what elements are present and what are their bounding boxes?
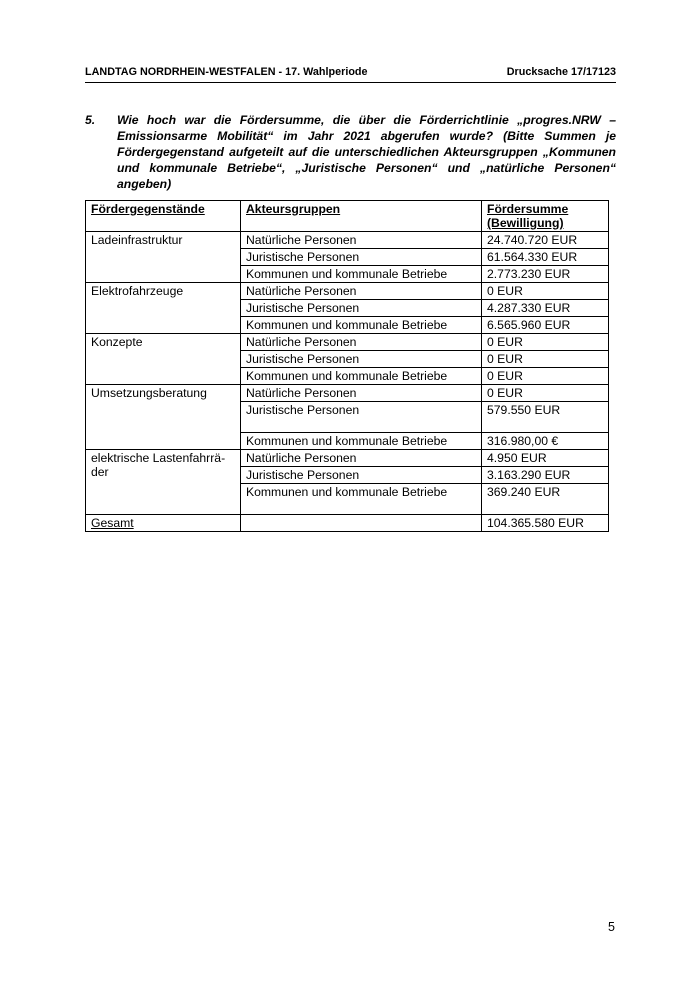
page-number: 5 xyxy=(608,920,615,934)
group-name: Ladeinfrastruktur xyxy=(86,232,241,283)
amount-cell: 0 EUR xyxy=(482,334,609,351)
total-actor-cell xyxy=(241,515,482,532)
page-header xyxy=(85,66,616,83)
amount-cell: 0 EUR xyxy=(482,283,609,300)
amount-cell: 579.550 EUR xyxy=(482,402,609,433)
header-right: Drucksache 17/17123 xyxy=(506,66,616,78)
actor-cell: Kommunen und kommunale Betriebe xyxy=(241,317,482,334)
amount-cell: 316.980,00 € xyxy=(482,433,609,450)
table-row xyxy=(86,334,609,351)
actor-cell: Kommunen und kommunale Betriebe xyxy=(241,433,482,450)
amount-cell: 4.287.330 EUR xyxy=(482,300,609,317)
question-text: Wie hoch war die Fördersumme, die über die Förderrichtlinie „progres.NRW – Emissionsarme Mobilität“ im Jahr 2021 abgerufen wurde? (Bitte Summen je Fördergegenstand aufgeteilt auf die unterschiedlichen Akteursgruppen „Kommunen und kommunale Betriebe“, „Juristische Personen“ und „natürliche Personen“ angeben) xyxy=(117,113,616,191)
group-name: Elektrofahrzeuge xyxy=(86,283,241,334)
question-block xyxy=(85,112,616,192)
question-number: 5. xyxy=(85,113,96,127)
table-row xyxy=(86,232,609,249)
group-name: elektrische Lastenfahrrä-der xyxy=(86,450,241,515)
amount-cell: 2.773.230 EUR xyxy=(482,266,609,283)
total-row xyxy=(86,515,609,532)
actor-cell: Juristische Personen xyxy=(241,402,482,433)
actor-cell: Kommunen und kommunale Betriebe xyxy=(241,484,482,515)
group-name: Umsetzungsberatung xyxy=(86,385,241,450)
actor-cell: Juristische Personen xyxy=(241,249,482,266)
funding-table xyxy=(85,200,609,532)
column-header: Akteursgruppen xyxy=(241,201,482,232)
amount-cell: 0 EUR xyxy=(482,351,609,368)
amount-cell: 0 EUR xyxy=(482,385,609,402)
table-row xyxy=(86,283,609,300)
actor-cell: Kommunen und kommunale Betriebe xyxy=(241,266,482,283)
actor-cell: Natürliche Personen xyxy=(241,450,482,467)
amount-cell: 0 EUR xyxy=(482,368,609,385)
amount-cell: 3.163.290 EUR xyxy=(482,467,609,484)
column-header: Fördersumme (Bewilligung) xyxy=(482,201,609,232)
table-row xyxy=(86,450,609,467)
amount-cell: 369.240 EUR xyxy=(482,484,609,515)
actor-cell: Natürliche Personen xyxy=(241,334,482,351)
column-header: Fördergegenstände xyxy=(86,201,241,232)
header-left: LANDTAG NORDRHEIN-WESTFALEN - 17. Wahlperiode xyxy=(85,66,368,78)
amount-cell: 24.740.720 EUR xyxy=(482,232,609,249)
actor-cell: Juristische Personen xyxy=(241,351,482,368)
amount-cell: 4.950 EUR xyxy=(482,450,609,467)
actor-cell: Natürliche Personen xyxy=(241,283,482,300)
amount-cell: 61.564.330 EUR xyxy=(482,249,609,266)
actor-cell: Juristische Personen xyxy=(241,467,482,484)
table-header-row xyxy=(86,201,609,232)
actor-cell: Natürliche Personen xyxy=(241,232,482,249)
total-amount: 104.365.580 EUR xyxy=(482,515,609,532)
amount-cell: 6.565.960 EUR xyxy=(482,317,609,334)
total-label: Gesamt xyxy=(86,515,241,532)
actor-cell: Juristische Personen xyxy=(241,300,482,317)
actor-cell: Natürliche Personen xyxy=(241,385,482,402)
group-name: Konzepte xyxy=(86,334,241,385)
table-row xyxy=(86,385,609,402)
actor-cell: Kommunen und kommunale Betriebe xyxy=(241,368,482,385)
